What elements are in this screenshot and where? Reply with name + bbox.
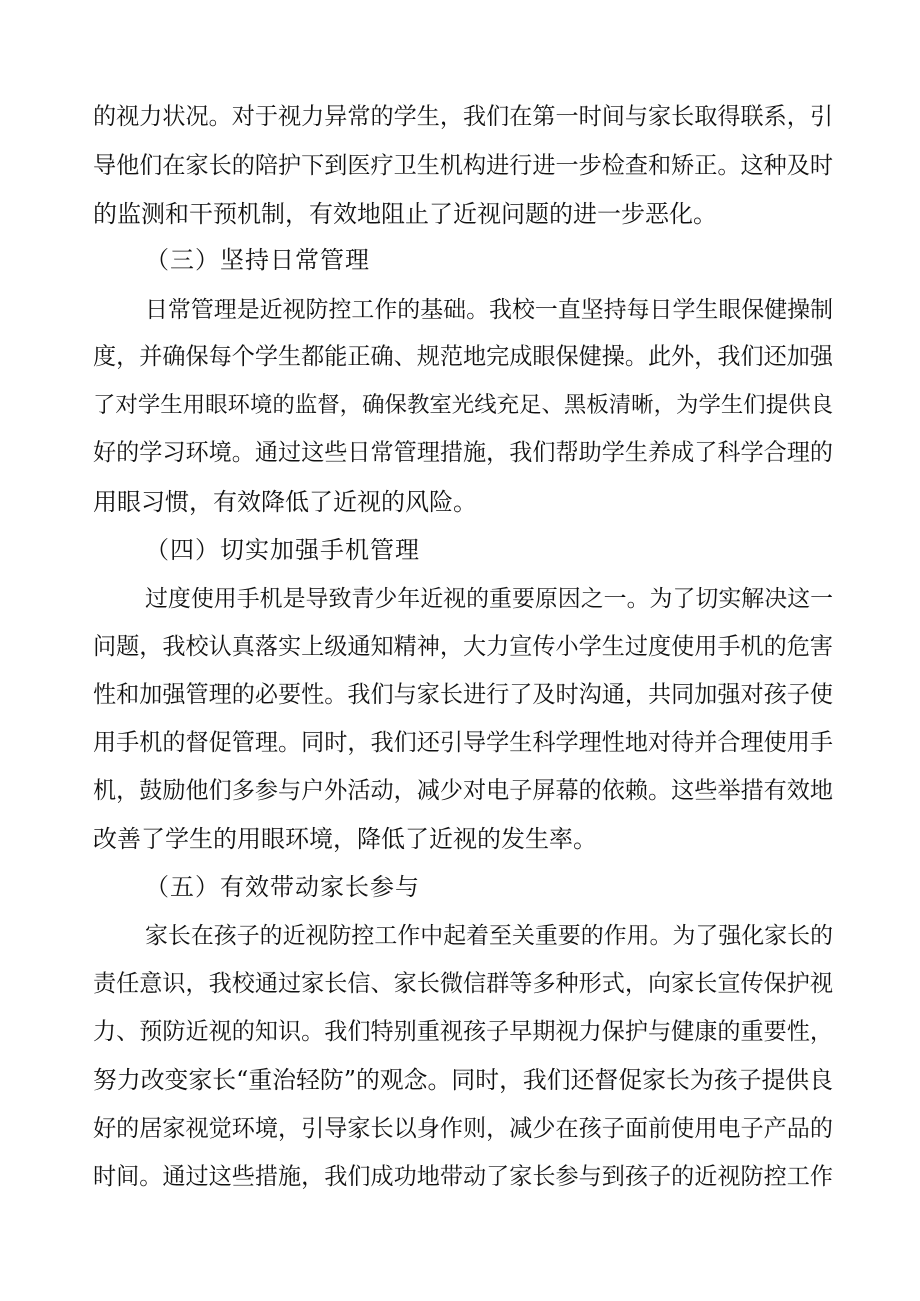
section-3-line-1: 日常管理是近视防控工作的基础。我校一直坚持每日学生眼保健操制 <box>145 297 833 323</box>
section-4-line-1: 过度使用手机是导致青少年近视的重要原因之一。为了切实解决这一 <box>145 586 833 612</box>
section-5-line-4: 努力改变家长“重治轻防”的观念。同时，我们还督促家长为孩子提供良 <box>93 1066 833 1094</box>
section-5-heading: （五）有效带动家长参与 <box>145 873 420 901</box>
section-4-line-2: 问题，我校认真落实上级通知精神，大力宣传小学生过度使用手机的危害 <box>93 634 833 660</box>
section-4-heading: （四）切实加强手机管理 <box>145 536 420 564</box>
section-4-line-3: 性和加强管理的必要性。我们与家长进行了及时沟通，共同加强对孩子使 <box>93 682 833 708</box>
section-5-line-1: 家长在孩子的近视防控工作中起着至关重要的作用。为了强化家长的 <box>145 923 833 949</box>
section-4-line-4: 用手机的督促管理。同时，我们还引导学生科学理性地对待并合理使用手 <box>93 730 833 756</box>
paragraph-1-line-2: 导他们在家长的陪护下到医疗卫生机构进行进一步检查和矫正。这种及时 <box>93 153 833 179</box>
section-3-heading: （三）坚持日常管理 <box>145 246 370 274</box>
section-3-line-2: 度，并确保每个学生都能正确、规范地完成眼保健操。此外，我们还加强 <box>93 344 833 370</box>
section-4-line-5: 机，鼓励他们多参与户外活动，减少对电子屏幕的依赖。这些举措有效地 <box>93 778 833 804</box>
section-5-line-6: 时间。通过这些措施，我们成功地带动了家长参与到孩子的近视防控工作 <box>93 1164 833 1190</box>
section-5-line-3: 力、预防近视的知识。我们特别重视孩子早期视力保护与健康的重要性， <box>93 1019 833 1045</box>
section-3-line-3: 了对学生用眼环境的监督，确保教室光线充足、黑板清晰，为学生们提供良 <box>93 392 833 418</box>
section-3-line-4: 好的学习环境。通过这些日常管理措施，我们帮助学生养成了科学合理的 <box>93 440 833 466</box>
paragraph-1-line-3: 的监测和干预机制，有效地阻止了近视问题的进一步恶化。 <box>93 200 717 228</box>
paragraph-1-line-1: 的视力状况。对于视力异常的学生，我们在第一时间与家长取得联系，引 <box>93 104 833 130</box>
section-4-line-6: 改善了学生的用眼环境，降低了近视的发生率。 <box>93 825 597 853</box>
section-5-line-2: 责任意识，我校通过家长信、家长微信群等多种形式，向家长宣传保护视 <box>93 971 833 997</box>
section-3-line-5: 用眼习惯，有效降低了近视的风险。 <box>93 488 477 516</box>
section-5-line-5: 好的居家视觉环境，引导家长以身作则，减少在孩子面前使用电子产品的 <box>93 1116 833 1142</box>
